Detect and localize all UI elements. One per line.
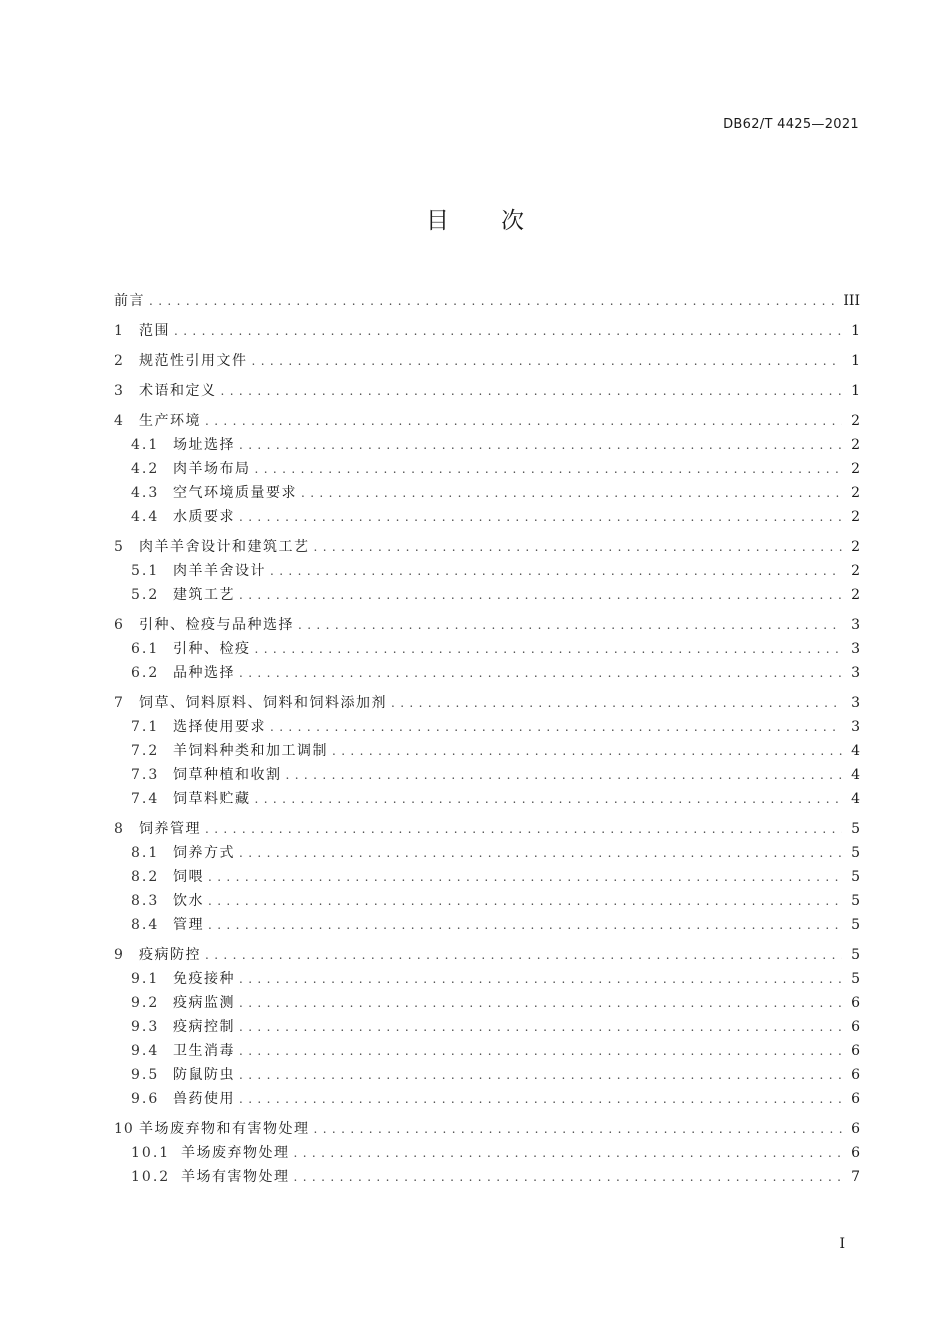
toc-entry-number: 7.4 — [131, 791, 160, 807]
toc-entry-title: 管理 — [173, 917, 204, 933]
toc-entry-number: 7 — [114, 695, 124, 711]
toc-leader-dots — [270, 715, 842, 739]
toc-entry[interactable] — [114, 943, 860, 967]
toc-entry-number: 5 — [114, 539, 124, 555]
toc-entry[interactable] — [114, 739, 860, 763]
toc-entry[interactable] — [114, 967, 860, 991]
toc-entry-page: 5 — [851, 947, 860, 963]
toc-leader-dots — [239, 991, 842, 1015]
toc-entry-number: 10.1 — [131, 1145, 171, 1161]
toc-entry-title: 疫病防控 — [139, 947, 201, 963]
toc-entry-page: 5 — [851, 893, 860, 909]
toc-entry-page: 2 — [851, 461, 860, 477]
toc-entry-title: 免疫接种 — [173, 971, 235, 987]
toc-entry[interactable] — [114, 1039, 860, 1063]
toc-entry[interactable] — [114, 715, 860, 739]
toc-leader-dots — [314, 1117, 843, 1141]
toc-leader-dots — [239, 1063, 842, 1087]
toc-entry[interactable] — [114, 379, 860, 403]
toc-entry-page: 6 — [851, 1091, 860, 1107]
toc-entry-page: 3 — [851, 665, 860, 681]
toc-title: 目次 — [426, 208, 576, 234]
toc-entry-title: 饲喂 — [173, 869, 204, 885]
toc-entry-page: 3 — [851, 719, 860, 735]
toc-entry-number: 8.1 — [131, 845, 160, 861]
toc-entry-page: 1 — [851, 353, 860, 369]
toc-entry-page: 3 — [851, 641, 860, 657]
toc-leader-dots — [239, 583, 842, 607]
toc-entry-page: 6 — [851, 1043, 860, 1059]
toc-entry-title: 选择使用要求 — [173, 719, 266, 735]
toc-entry-title: 饲养管理 — [139, 821, 201, 837]
toc-entry-title: 防鼠防虫 — [173, 1067, 235, 1083]
toc-entry-page: 2 — [851, 587, 860, 603]
toc-entry-number: 4 — [114, 413, 124, 429]
toc-entry-page: 3 — [851, 617, 860, 633]
toc-entry-title: 引种、检疫 — [173, 641, 251, 657]
toc-entry[interactable] — [114, 841, 860, 865]
toc-entry-title: 空气环境质量要求 — [173, 485, 297, 501]
toc-entry[interactable] — [114, 457, 860, 481]
toc-entry-number: 6.1 — [131, 641, 160, 657]
toc-entry-title: 生产环境 — [139, 413, 201, 429]
toc-leader-dots — [332, 739, 842, 763]
toc-entry-page: 6 — [851, 1121, 860, 1137]
toc-entry[interactable] — [114, 505, 860, 529]
page-number: I — [839, 1236, 845, 1252]
toc-entry-title: 前言 — [114, 293, 145, 309]
toc-entry-number: 7.3 — [131, 767, 160, 783]
toc-entry-title: 羊场有害物处理 — [181, 1169, 290, 1185]
toc-entry-number: 8.2 — [131, 869, 160, 885]
toc-leader-dots — [314, 535, 843, 559]
toc-entry-page: 5 — [851, 845, 860, 861]
toc-entry-number: 2 — [114, 353, 124, 369]
toc-entry-title: 规范性引用文件 — [139, 353, 248, 369]
toc-entry-number: 9.3 — [131, 1019, 160, 1035]
toc-entry-number: 10 — [114, 1121, 134, 1137]
toc-entry-title: 肉羊羊舍设计 — [173, 563, 266, 579]
toc-leader-dots — [149, 289, 837, 313]
toc-entry[interactable] — [114, 409, 860, 433]
toc-entry-number: 4.1 — [131, 437, 160, 453]
toc-entry-number: 1 — [114, 323, 124, 339]
toc-entry[interactable] — [114, 1117, 860, 1141]
toc-entry-title: 水质要求 — [173, 509, 235, 525]
toc-entry[interactable] — [114, 691, 860, 715]
toc-entry-number: 5.1 — [131, 563, 160, 579]
toc-entry-number: 7.1 — [131, 719, 160, 735]
toc-entry-title: 疫病控制 — [173, 1019, 235, 1035]
toc-leader-dots — [208, 865, 842, 889]
toc-leader-dots — [208, 889, 842, 913]
toc-entry[interactable] — [114, 1165, 860, 1189]
toc-leader-dots — [239, 967, 842, 991]
toc-entry-title: 饲养方式 — [173, 845, 235, 861]
toc-leader-dots — [239, 1039, 842, 1063]
toc-leader-dots — [208, 913, 842, 937]
toc-leader-dots — [205, 409, 842, 433]
toc-leader-dots — [174, 319, 842, 343]
toc-entry-page: 2 — [851, 413, 860, 429]
toc-entry-page: 5 — [851, 971, 860, 987]
toc-entry[interactable] — [114, 1063, 860, 1087]
toc-entry-number: 9 — [114, 947, 124, 963]
toc-entry[interactable] — [114, 817, 860, 841]
toc-entry-title: 饲草、饲料原料、饲料和饲料添加剂 — [139, 695, 387, 711]
toc-leader-dots — [239, 1087, 842, 1111]
toc-entry[interactable] — [114, 349, 860, 373]
toc-leader-dots — [286, 763, 843, 787]
toc-entry-title: 饲草种植和收割 — [173, 767, 282, 783]
toc-leader-dots — [294, 1165, 843, 1189]
toc-entry[interactable] — [114, 481, 860, 505]
toc-entry-page: 4 — [851, 767, 860, 783]
toc-entry[interactable] — [114, 991, 860, 1015]
toc-entry-number: 9.1 — [131, 971, 160, 987]
toc-entry-number: 7.2 — [131, 743, 160, 759]
toc-entry[interactable] — [114, 559, 860, 583]
toc-entry-page: 4 — [851, 791, 860, 807]
toc-entry-page: 6 — [851, 1145, 860, 1161]
toc-entry[interactable] — [114, 637, 860, 661]
toc-entry-number: 9.5 — [131, 1067, 160, 1083]
toc-entry-title: 肉羊场布局 — [173, 461, 251, 477]
toc-entry-page: 7 — [851, 1169, 860, 1185]
toc-entry-number: 6.2 — [131, 665, 160, 681]
toc-entry[interactable] — [114, 613, 860, 637]
toc-entry-page: 1 — [851, 323, 860, 339]
toc-entry[interactable] — [114, 661, 860, 685]
toc-entry[interactable] — [114, 1141, 860, 1165]
toc-entry-number: 10.2 — [131, 1169, 171, 1185]
toc-entry-number: 3 — [114, 383, 124, 399]
toc-leader-dots — [239, 661, 842, 685]
toc-entry-page: 6 — [851, 1019, 860, 1035]
toc-entry-number: 9.6 — [131, 1091, 160, 1107]
toc-entry-number: 8.4 — [131, 917, 160, 933]
toc-leader-dots — [239, 841, 842, 865]
toc-entry[interactable] — [114, 787, 860, 811]
toc-entry-number: 6 — [114, 617, 124, 633]
toc-entry-title: 饲草料贮藏 — [173, 791, 251, 807]
toc-entry[interactable] — [114, 289, 860, 313]
toc-leader-dots — [298, 613, 842, 637]
toc-entry-number: 5.2 — [131, 587, 160, 603]
toc-entry[interactable] — [114, 535, 860, 559]
toc-leader-dots — [301, 481, 842, 505]
toc-entry-title: 品种选择 — [173, 665, 235, 681]
toc-entry[interactable] — [114, 889, 860, 913]
toc-entry-page: 5 — [851, 869, 860, 885]
toc-entry-number: 4.3 — [131, 485, 160, 501]
toc-entry-page: 5 — [851, 917, 860, 933]
toc-entry[interactable] — [114, 433, 860, 457]
toc-leader-dots — [205, 943, 842, 967]
toc-entry-title: 建筑工艺 — [173, 587, 235, 603]
standard-code: DB62/T 4425—2021 — [723, 117, 859, 132]
toc-leader-dots — [205, 817, 842, 841]
toc-entry-page: 2 — [851, 563, 860, 579]
toc-leader-dots — [239, 433, 842, 457]
toc-entry-page: 2 — [851, 509, 860, 525]
toc-entry-page: 2 — [851, 437, 860, 453]
toc-entry-number: 4.4 — [131, 509, 160, 525]
toc-leader-dots — [252, 349, 843, 373]
toc-entry-page: 6 — [851, 995, 860, 1011]
toc-leader-dots — [294, 1141, 843, 1165]
toc-entry-number: 8 — [114, 821, 124, 837]
toc-entry[interactable] — [114, 865, 860, 889]
toc-leader-dots — [239, 1015, 842, 1039]
toc-entry-title: 范围 — [139, 323, 170, 339]
toc-leader-dots — [391, 691, 842, 715]
toc-leader-dots — [239, 505, 842, 529]
toc-entry-title: 卫生消毒 — [173, 1043, 235, 1059]
toc-leader-dots — [270, 559, 842, 583]
toc-leader-dots — [221, 379, 843, 403]
toc-entry[interactable] — [114, 319, 860, 343]
toc-entry-title: 场址选择 — [173, 437, 235, 453]
toc-entry-title: 羊场废弃物处理 — [181, 1145, 290, 1161]
toc-leader-dots — [255, 457, 843, 481]
toc-entry-number: 8.3 — [131, 893, 160, 909]
toc-entry-title: 疫病监测 — [173, 995, 235, 1011]
toc-leader-dots — [255, 787, 843, 811]
toc-entry[interactable] — [114, 1015, 860, 1039]
toc-entry-page: 4 — [851, 743, 860, 759]
toc-entry[interactable] — [114, 913, 860, 937]
toc-entry-number: 9.4 — [131, 1043, 160, 1059]
toc-entry-title: 术语和定义 — [139, 383, 217, 399]
toc-leader-dots — [255, 637, 843, 661]
toc-entry-title: 兽药使用 — [173, 1091, 235, 1107]
toc-entry-title: 肉羊羊舍设计和建筑工艺 — [139, 539, 310, 555]
toc-entry[interactable] — [114, 583, 860, 607]
toc-entry-title: 饮水 — [173, 893, 204, 909]
toc-entry[interactable] — [114, 763, 860, 787]
toc-entry-title: 引种、检疫与品种选择 — [139, 617, 294, 633]
toc-entry-page: 2 — [851, 485, 860, 501]
toc-entry-number: 4.2 — [131, 461, 160, 477]
toc-entry[interactable] — [114, 1087, 860, 1111]
toc-entry-page: 1 — [851, 383, 860, 399]
toc-entry-number: 9.2 — [131, 995, 160, 1011]
toc-entry-page: 3 — [851, 695, 860, 711]
table-of-contents — [114, 289, 860, 1189]
toc-entry-page: 2 — [851, 539, 860, 555]
toc-entry-title: 羊饲料种类和加工调制 — [173, 743, 328, 759]
toc-entry-title: 羊场废弃物和有害物处理 — [139, 1121, 310, 1137]
toc-entry-page: 6 — [851, 1067, 860, 1083]
toc-entry-page: III — [843, 293, 860, 309]
toc-entry-page: 5 — [851, 821, 860, 837]
